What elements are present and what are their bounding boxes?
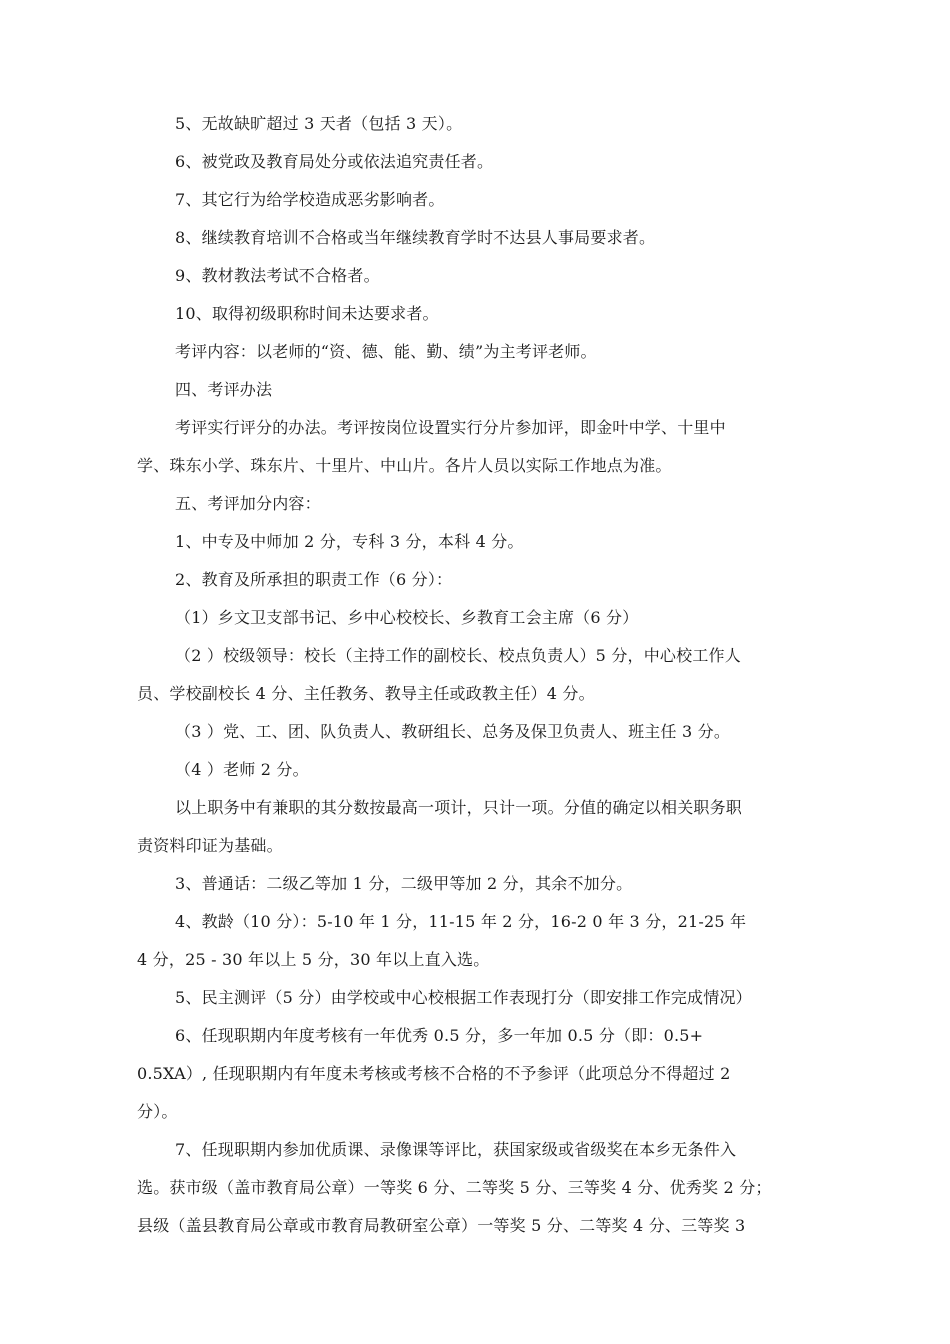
text-line: 10、取得初级职称时间未达要求者。: [175, 304, 439, 323]
text-line: 7、其它行为给学校造成恶劣影响者。: [175, 190, 445, 209]
text-line: 分）。: [137, 1102, 178, 1121]
text-line: （2 ）校级领导：校长（主持工作的副校长、校点负责人）5 分，中心校工作人: [175, 646, 741, 665]
text-line: 9、教材教法考试不合格者。: [175, 266, 380, 285]
text-line: 县级（盖县教育局公章或市教育局教研室公章）一等奖 5 分、二等奖 4 分、三等奖 3: [137, 1216, 746, 1235]
text-line: （4 ）老师 2 分。: [175, 760, 309, 779]
text-line: 4、教龄（10 分）：5-10 年 1 分，11-15 年 2 分，16-2 0 年 3 分，21-25 年: [175, 912, 747, 931]
text-line: 学、珠东小学、珠东片、十里片、中山片。各片人员以实际工作地点为准。: [137, 456, 672, 475]
text-line: 4 分，25 - 30 年以上 5 分，30 年以上直入选。: [137, 950, 490, 969]
text-line: 考评实行评分的办法。考评按岗位设置实行分片参加评，即金叶中学、十里中: [175, 418, 726, 437]
text-line: 8、继续教育培训不合格或当年继续教育学时不达县人事局要求者。: [175, 228, 656, 247]
text-line: 员、学校副校长 4 分、主任教务、教导主任或政教主任）4 分。: [137, 684, 595, 703]
text-line: 5、无故缺旷超过 3 天者（包括 3 天）。: [175, 114, 463, 133]
text-line: 5、民主测评（5 分）由学校或中心校根据工作表现打分（即安排工作完成情况）: [175, 988, 752, 1007]
section-heading: 四、考评办法: [175, 380, 273, 399]
text-line: 1、中专及中师加 2 分，专科 3 分，本科 4 分。: [175, 532, 524, 551]
text-line: 6、任现职期内年度考核有一年优秀 0.5 分，多一年加 0.5 分（即：0.5+: [175, 1026, 704, 1045]
text-line: 0.5XA）, 任现职期内有年度未考核或考核不合格的不予参评（此项总分不得超过 2: [137, 1064, 731, 1083]
text-line: 2、教育及所承担的职责工作（6 分）：: [175, 570, 453, 589]
text-line: （1）乡文卫支部书记、乡中心校校长、乡教育工会主席（6 分）: [175, 608, 639, 627]
text-line: 以上职务中有兼职的其分数按最高一项计，只计一项。分值的确定以相关职务职: [175, 798, 743, 817]
section-heading: 五、考评加分内容：: [175, 494, 321, 513]
text-line: 3、普通话：二级乙等加 1 分，二级甲等加 2 分，其余不加分。: [175, 874, 633, 893]
text-line: 6、被党政及教育局处分或依法追究责任者。: [175, 152, 494, 171]
text-line: 考评内容：以老师的“资、德、能、勤、绩”为主考评老师。: [175, 342, 597, 361]
text-line: 7、任现职期内参加优质课、录像课等评比，获国家级或省级奖在本乡无条件入: [175, 1140, 737, 1159]
text-line: 责资料印证为基础。: [137, 836, 283, 855]
text-line: 选。获市级（盖市教育局公章）一等奖 6 分、二等奖 5 分、三等奖 4 分、优秀奖 2 分；: [137, 1178, 772, 1197]
text-line: （3 ）党、工、团、队负责人、教研组长、总务及保卫负责人、班主任 3 分。: [175, 722, 731, 741]
